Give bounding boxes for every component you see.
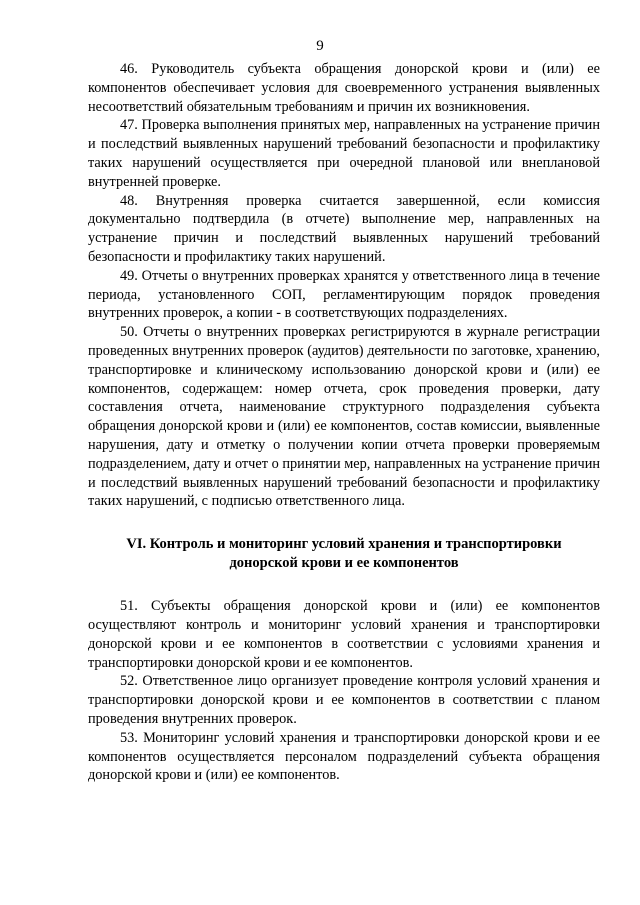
paragraph-50: 50. Отчеты о внутренних проверках регистрируются в журнале регистрации проведенных внутренних проверок (аудитов) деятельности по заготовке, хранению, транспортировке и клиническому использованию донорской крови и (или) ее компонентов, содержащем: номер отчета, срок проведения проверки, дату составления отчета, наименование структурного подразделения субъекта обращения донорской крови и (или) ее компонентов, состав комиссии, выявленные нарушения, дату и отметку о получении копии отчета проверки проверяемым подразделением, дату и отчет о принятии мер, направленных на устранение причин и последствий выявленных нарушений требований безопасности и профилактику таких нарушений, с подписью ответственного лица. xyxy=(88,324,600,510)
paragraph-48: 48. Внутренняя проверка считается завершенной, если комиссия документально подтвердила (в отчете) выполнение мер, направленных на устранение причин и последствий выявленных нарушений требований безопасности и профилактику таких нарушений. xyxy=(88,192,600,265)
section-heading-line-2: донорской крови и ее компонентов xyxy=(229,555,459,572)
section-heading xyxy=(98,535,590,573)
paragraph-46: 46. Руководитель субъекта обращения донорской крови и (или) ее компонентов обеспечивает условия для своевременного устранения выявленных несоответствий обязательным требованиям и причин их возникновения. xyxy=(88,61,600,115)
page-number: 9 xyxy=(316,38,324,54)
paragraph-47: 47. Проверка выполнения принятых мер, направленных на устранение причин и последствий выявленных нарушений требований безопасности и профилактику таких нарушений осуществляется при очередной плановой или внеплановой внутренней проверке. xyxy=(88,117,600,190)
paragraph-49: 49. Отчеты о внутренних проверках хранятся у ответственного лица в течение периода, установленного СОП, регламентирующим порядок проведения внутренних проверок, а копии - в соответствующих подразделениях. xyxy=(88,267,600,322)
document-body xyxy=(88,60,600,785)
paragraph-52: 52. Ответственное лицо организует проведение контроля условий хранения и транспортировки донорской крови и ее компонентов в соответствии с планом проведения внутренних проверок. xyxy=(88,673,600,727)
paragraph-51: 51. Субъекты обращения донорской крови и (или) ее компонентов осуществляют контроль и мониторинг условий хранения и транспортировки донорской крови и ее компонентов в соответствии с условиями хранения и транспортировки донорской крови и ее компонентов. xyxy=(88,598,600,671)
paragraph-53: 53. Мониторинг условий хранения и транспортировки донорской крови и ее компонентов осуществляется персоналом подразделений субъекта обращения донорской крови и (или) ее компонентов. xyxy=(88,729,600,784)
section-heading-line-1: VI. Контроль и мониторинг условий хранения и транспортировки xyxy=(126,536,562,553)
